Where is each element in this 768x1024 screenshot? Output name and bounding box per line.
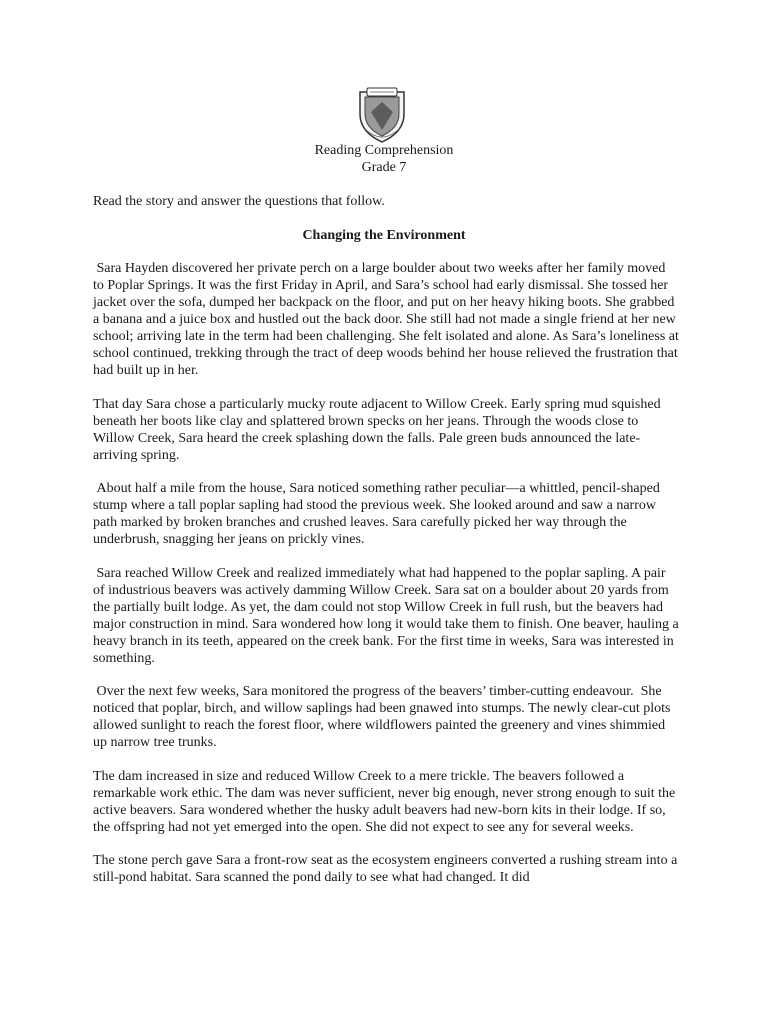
story-paragraph: Over the next few weeks, Sara monitored the progress of the beavers’ timber-cutting endeavour. She noticed that poplar, birch, and willow saplings had been gnawed into stumps. The newly clear-cut plots allowed sunlight to reach the forest floor, where wildflowers painted the greenery and vines shimmied up narrow tree trunks.: [93, 684, 674, 750]
story-paragraph: About half a mile from the house, Sara noticed something rather peculiar—a whittled, pencil-shaped stump where a tall poplar sapling had stood the previous week. She looked around and saw a narrow path marked by broken branches and crushed leaves. Sara carefully picked her way through the underbrush, snagging her jeans on prickly vines.: [93, 481, 664, 547]
grade-label: Grade 7: [361, 160, 407, 175]
story-paragraph: The stone perch gave Sara a front-row seat as the ecosystem engineers converted a rushing stream into a still-pond habitat. Sara scanned the pond daily to see what had changed. It did: [93, 853, 681, 885]
school-crest-logo: [354, 84, 410, 146]
story-paragraph: That day Sara chose a particularly mucky route adjacent to Willow Creek. Early spring mud squished beneath her boots like clay and splattered brown specks on her jeans. Through the woods close to Willow Creek, Sara heard the creek splashing down the falls. Pale green buds announced the late-arriving spring.: [93, 396, 665, 463]
story-paragraph: The dam increased in size and reduced Willow Creek to a mere trickle. The beavers followed a remarkable work ethic. The dam was never sufficient, never big enough, never strong enough to suit the active beavers. Sara wondered whether the husky adult beavers had new-born kits in their lodge. If so, the offspring had not yet emerged into the open. She did not expect to see any for several weeks.: [93, 768, 679, 835]
instructions: Read the story and answer the questions that follow.: [93, 194, 385, 209]
story-paragraph: Sara reached Willow Creek and realized immediately what had happened to the poplar sapling. A pair of industrious beavers was actively damming Willow Creek. Sara sat on a boulder about 20 yards from the partially built lodge. As yet, the dam could not stop Willow Creek in full rush, but the beavers had major construction in mind. Sara wondered how long it would take them to finish. One beaver, hauling a heavy branch in its teeth, appeared on the creek bank. For the first time in weeks, Sara was interested in something.: [93, 565, 683, 666]
story-paragraph: Sara Hayden discovered her private perch on a large boulder about two weeks after her family moved to Poplar Springs. It was the first Friday in April, and Sara’s school had early dismissal. She tossed her jacket over the sofa, dumped her backpack on the floor, and put on her heavy hiking boots. She grabbed a banana and a juice box and hustled out the back door. She still had not made a single friend at her new school; arriving late in the term had been challenging. She felt isolated and alone. As Sara’s loneliness at school continued, trekking through the tract of deep woods behind her house relieved the frustration that had built up in her.: [93, 261, 683, 378]
story-body: [93, 260, 683, 903]
document-title: Reading Comprehension: [314, 143, 454, 158]
story-title: Changing the Environment: [302, 228, 466, 243]
